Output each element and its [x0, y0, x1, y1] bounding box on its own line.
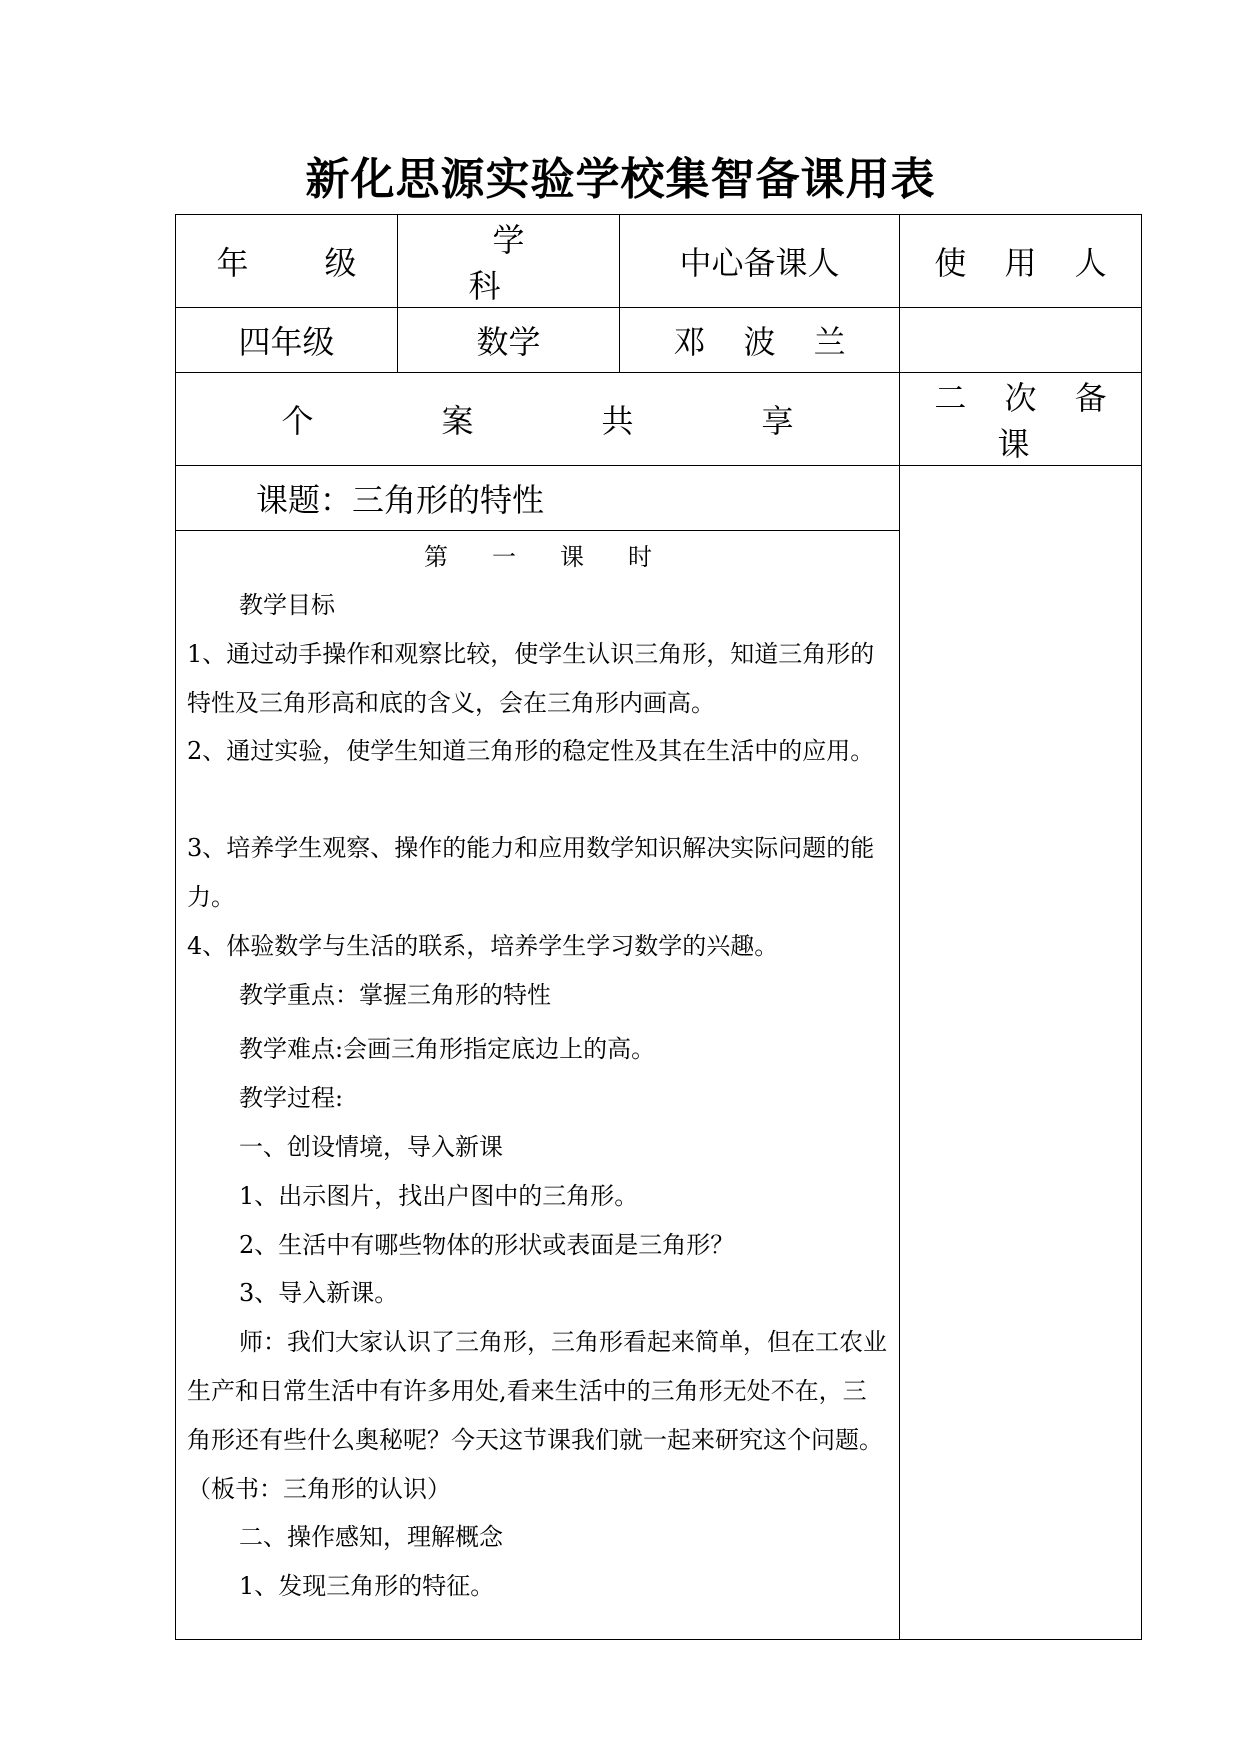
grade-value-cell [176, 308, 398, 373]
topic-cell [176, 466, 900, 531]
topic: 课题：三角形的特性 [256, 481, 545, 519]
subject-label-cell [398, 215, 653, 308]
lead-teacher-value: 邓 波 兰 [673, 323, 860, 361]
content-line: 4、体验数学与生活的联系，培养学生学习数学的兴趣。 [187, 931, 779, 960]
shared-section-label: 个 案 共 享 [281, 402, 842, 440]
content-line: 教学过程: [239, 1084, 344, 1113]
content-line: 3、导入新课。 [239, 1279, 399, 1308]
content-line: 3、培养学生观察、操作的能力和应用数学知识解决实际问题的能力。 [187, 834, 875, 911]
grade-label-cell [176, 215, 398, 308]
lead-teacher-label-cell [620, 215, 900, 308]
second-section-cell [900, 373, 1142, 466]
content-line: 2、生活中有哪些物体的形状或表面是三角形？ [239, 1230, 735, 1259]
content-line: 二、操作感知，理解概念 [239, 1523, 503, 1552]
lesson-plan-table [175, 214, 1142, 1640]
shared-section-cell [176, 373, 900, 466]
subject-label: 学 科 [468, 221, 653, 305]
header-label-row [176, 215, 1142, 308]
user-label-cell [900, 215, 1142, 308]
user-label: 使 用 人 [934, 244, 1121, 282]
user-value-cell [900, 308, 1142, 373]
subject-value-cell [398, 308, 620, 373]
section-header-row [176, 373, 1142, 466]
content-line: 1、出示图片，找出户图中的三角形。 [239, 1181, 639, 1210]
content-line: 一、创设情境，导入新课 [239, 1132, 503, 1161]
content-cell [176, 531, 900, 1640]
content-line: 1、发现三角形的特征。 [239, 1572, 495, 1601]
lead-teacher-value-cell [620, 308, 900, 373]
content-line: 2、通过实验，使学生知道三角形的稳定性及其在生活中的应用。 [187, 737, 875, 766]
second-section-label: 二 次 备 课 [934, 379, 1121, 463]
header-value-row [176, 308, 1142, 373]
grade-value: 四年级 [238, 323, 335, 361]
content-line: 师：我们大家认识了三角形，三角形看起来简单，但在工农业生产和日常生活中有许多用处,看来生活中的三角形无处不在，三角形还有些什么奥秘呢？今天这节课我们就一起来研究这个问题。（板书：三角形的认识） [187, 1328, 887, 1503]
content-line: 1、通过动手操作和观察比较，使学生认识三角形，知道三角形的特性及三角形高和底的含义，会在三角形内画高。 [187, 639, 875, 717]
second-prep-cell [900, 466, 1142, 1640]
grade-label: 年 级 [216, 244, 379, 282]
page-title: 新化思源实验学校集智备课用表 [305, 154, 936, 205]
topic-row [176, 466, 1142, 531]
content-line: 教学重点：掌握三角形的特性 [239, 980, 551, 1009]
lead-teacher-label: 中心备课人 [679, 244, 840, 282]
lesson-period: 第一课时 [424, 543, 696, 571]
content-line: 教学目标 [239, 591, 335, 619]
blank-line [187, 776, 889, 824]
subject-value: 数学 [476, 323, 541, 361]
content-line: 教学难点:会画三角形指定底边上的高。 [239, 1035, 656, 1064]
